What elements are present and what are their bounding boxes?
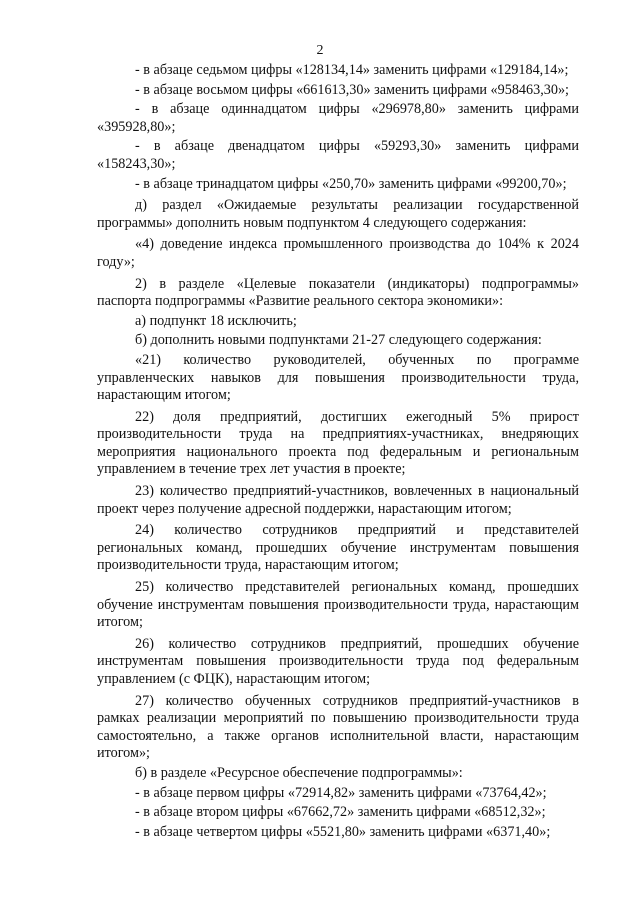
paragraph: 23) количество предприятий-участников, вовлеченных в национальный проект через получение адресной поддержки, нарастающим итогом; [97, 483, 579, 517]
paragraph: 2) в разделе «Целевые показатели (индикаторы) подпрограммы» паспорта подпрограммы «Развитие реального сектора экономики»: [97, 275, 579, 310]
paragraph: - в абзаце двенадцатом цифры «59293,30» заменить цифрами «158243,30»; [97, 138, 579, 172]
paragraph: - в абзаце первом цифры «72914,82» заменить цифрами «73764,42»; [135, 784, 547, 801]
paragraph: 27) количество обученных сотрудников предприятий-участников в рамках реализации мероприятий по повышению производительности труда самостоятельно, а также органов исполнительной власти, нарастающим итогом»; [97, 692, 579, 762]
paragraph: - в абзаце седьмом цифры «128134,14» заменить цифрами «129184,14»; [135, 62, 569, 78]
paragraph: 26) количество сотрудников предприятий, прошедших обучение инструментам повышения производительности труда под федеральным управлением (с ФЦК), нарастающим итогом; [97, 635, 579, 687]
paragraph: 24) количество сотрудников предприятий и представителей региональных команд, прошедших обучение инструментам повышения производительности труда, нарастающим итогом; [97, 522, 579, 574]
paragraph: д) раздел «Ожидаемые результаты реализации государственной программы» дополнить новым подпунктом 4 следующего содержания: [97, 197, 579, 231]
paragraph: «4) доведение индекса промышленного производства до 104% к 2024 году»; [97, 236, 579, 270]
paragraph: 22) доля предприятий, достигших ежегодный 5% прирост производительности труда на предприятиях-участниках, внедряющих мероприятия национального проекта под федеральным и региональным управлением в течение трех лет участия в проекте; [97, 408, 579, 478]
paragraph: - в абзаце восьмом цифры «661613,30» заменить цифрами «958463,30»; [135, 81, 569, 98]
paragraph: 25) количество представителей региональных команд, прошедших обучение инструментам повышения производительности труда, нарастающим итогом; [97, 579, 579, 631]
paragraph: а) подпункт 18 исключить; [135, 312, 297, 329]
paragraph: б) в разделе «Ресурсное обеспечение подпрограммы»: [135, 764, 463, 781]
document-body [97, 62, 579, 841]
paragraph: - в абзаце втором цифры «67662,72» заменить цифрами «68512,32»; [135, 804, 546, 821]
paragraph: - в абзаце тринадцатом цифры «250,70» заменить цифрами «99200,70»; [135, 175, 567, 192]
paragraph: б) дополнить новыми подпунктами 21-27 следующего содержания: [135, 332, 542, 349]
paragraph: «21) количество руководителей, обученных по программе управленческих навыков для повышения производительности труда, нарастающим итогом; [97, 351, 579, 404]
page-number: 2 [316, 43, 324, 58]
paragraph: - в абзаце четвертом цифры «5521,80» заменить цифрами «6371,40»; [135, 823, 551, 840]
paragraph: - в абзаце одиннадцатом цифры «296978,80» заменить цифрами «395928,80»; [97, 101, 579, 135]
